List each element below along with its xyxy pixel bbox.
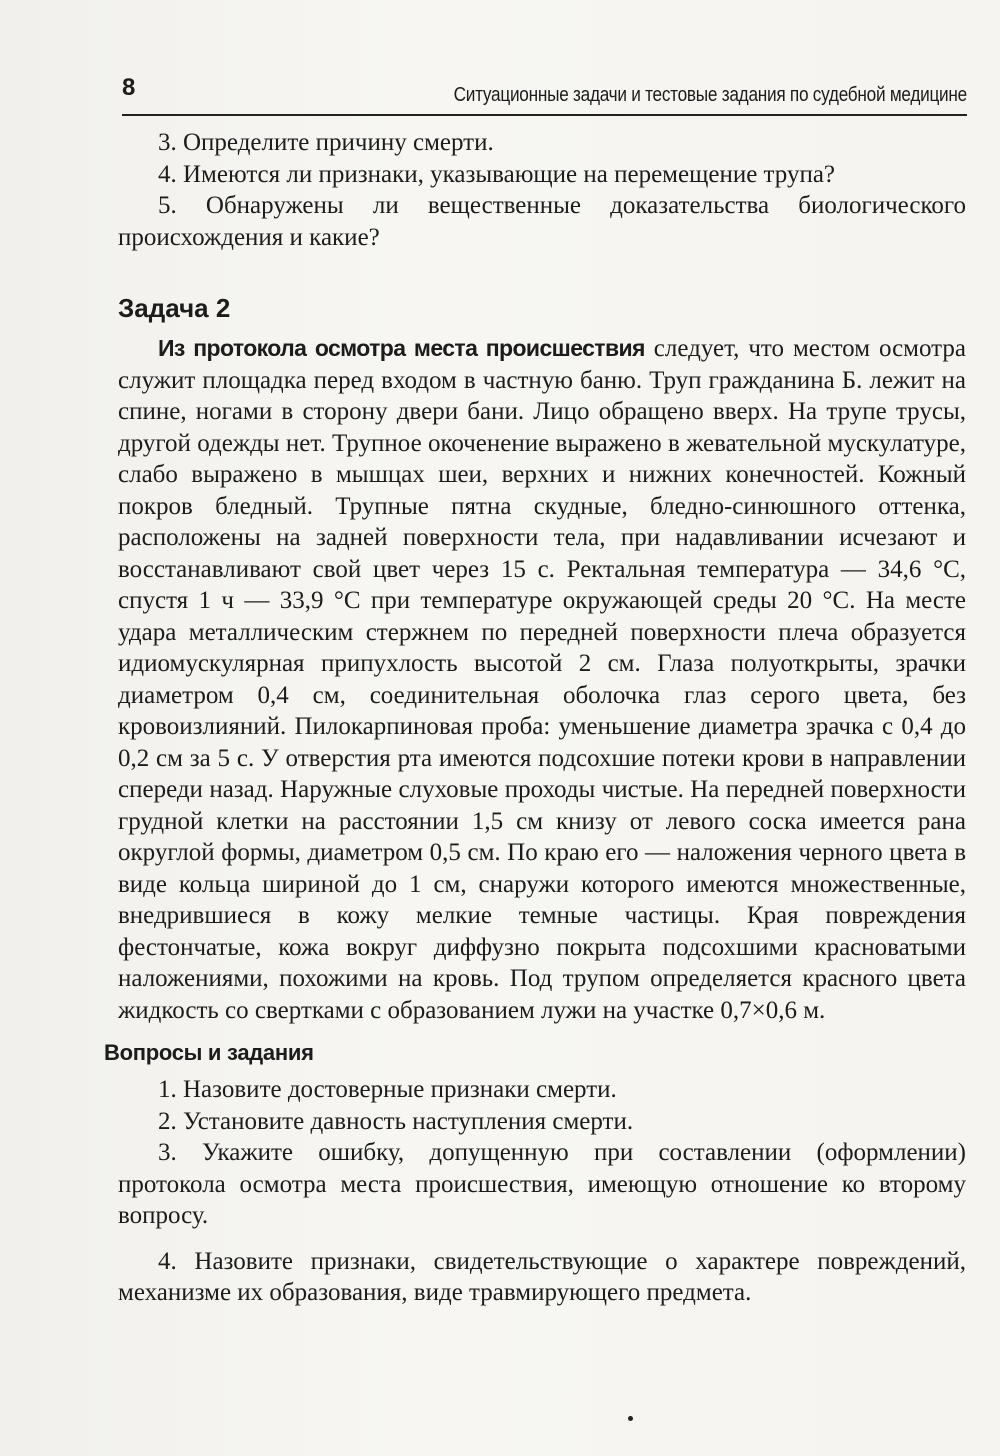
- question-2: 2. Установите давность наступления смерти.: [158, 1107, 634, 1135]
- question-4: 4. Назовите признаки, свидетельствующие о характере повреждений, механизме их образования, виде травмирующего предмета.: [118, 1247, 966, 1306]
- task-lead-in: Из протокола осмотра места происшествия: [158, 335, 645, 361]
- question-1: 1. Назовите достоверные признаки смерти.: [158, 1076, 617, 1103]
- running-title: Ситуационные задачи и тестовые задания по судебной медицине: [453, 84, 967, 106]
- page-header: [122, 72, 967, 116]
- task-body: следует, что местом осмотра служит площадка перед входом в частную баню. Труп гражданина Б. лежит на спине, ногами в сторону двери бани. Лицо обращено вверх. На трупе трусы, другой одежды нет. Трупное окоченение выражено в жевательной мускулатуре, слабо выражено в мышцах шеи, верхних и нижних конечностей. Кожный покров бледный. Трупные пятна скудные, бледно-синюшного оттенка, расположены на задней поверхности тела, при надавливании исчезают и восстанавливают свой цвет через 15 с. Ректальная температура — 34,6 °С, спустя 1 ч — 33,9 °С при температуре окружающей среды 20 °С. На месте удара металлическим стержнем по передней поверхности плеча образуется идиомускулярная припухлость высотой 2 см. Глаза полуоткрыты, зрачки диаметром 0,4 см, соединительная оболочка глаз серого цвета, без кровоизлияний. Пилокарпиновая проба: уменьшение диаметра зрачка с 0,4 до 0,2 см за 5 с. У отверстия рта имеются подсохшие потеки крови в направлении спереди назад. Наружные слуховые проходы чистые. На передней поверхности грудной клетки на расстоянии 1,5 см книзу от левого соска имеется рана округлой формы, диаметром 0,5 см. По краю его — наложения черного цвета в виде кольца шириной до 1 см, снаружи которого имеются множественные, внедрившиеся в кожу мелкие темные частицы. Края повреждения фестончатые, кожа вокруг диффузно покрыта подсохшими красноватыми наложениями, похожими на кровь. Под трупом определяется красного цвета жидкость со свертками с образованием лужи на участке 0,7×0,6 м.: [118, 335, 966, 1024]
- print-speck: [628, 1416, 633, 1421]
- prev-question-4: 4. Имеются ли признаки, указывающие на перемещение трупа?: [158, 160, 836, 188]
- question-3: 3. Укажите ошибку, допущенную при составлении (оформлении) протокола осмотра места происшествия, имеющую отношение ко второму вопросу.: [118, 1139, 966, 1229]
- page-content: [104, 127, 966, 1309]
- prev-question-3: 3. Определите причину смерти.: [158, 129, 494, 156]
- questions-heading: Вопросы и задания: [104, 1040, 314, 1065]
- page-number: 8: [122, 74, 136, 101]
- task-heading: Задача 2: [118, 293, 231, 323]
- prev-question-5: 5. Обнаружены ли вещественные доказательства биологического происхождения и какие?: [118, 192, 966, 251]
- task-description: [118, 333, 966, 1026]
